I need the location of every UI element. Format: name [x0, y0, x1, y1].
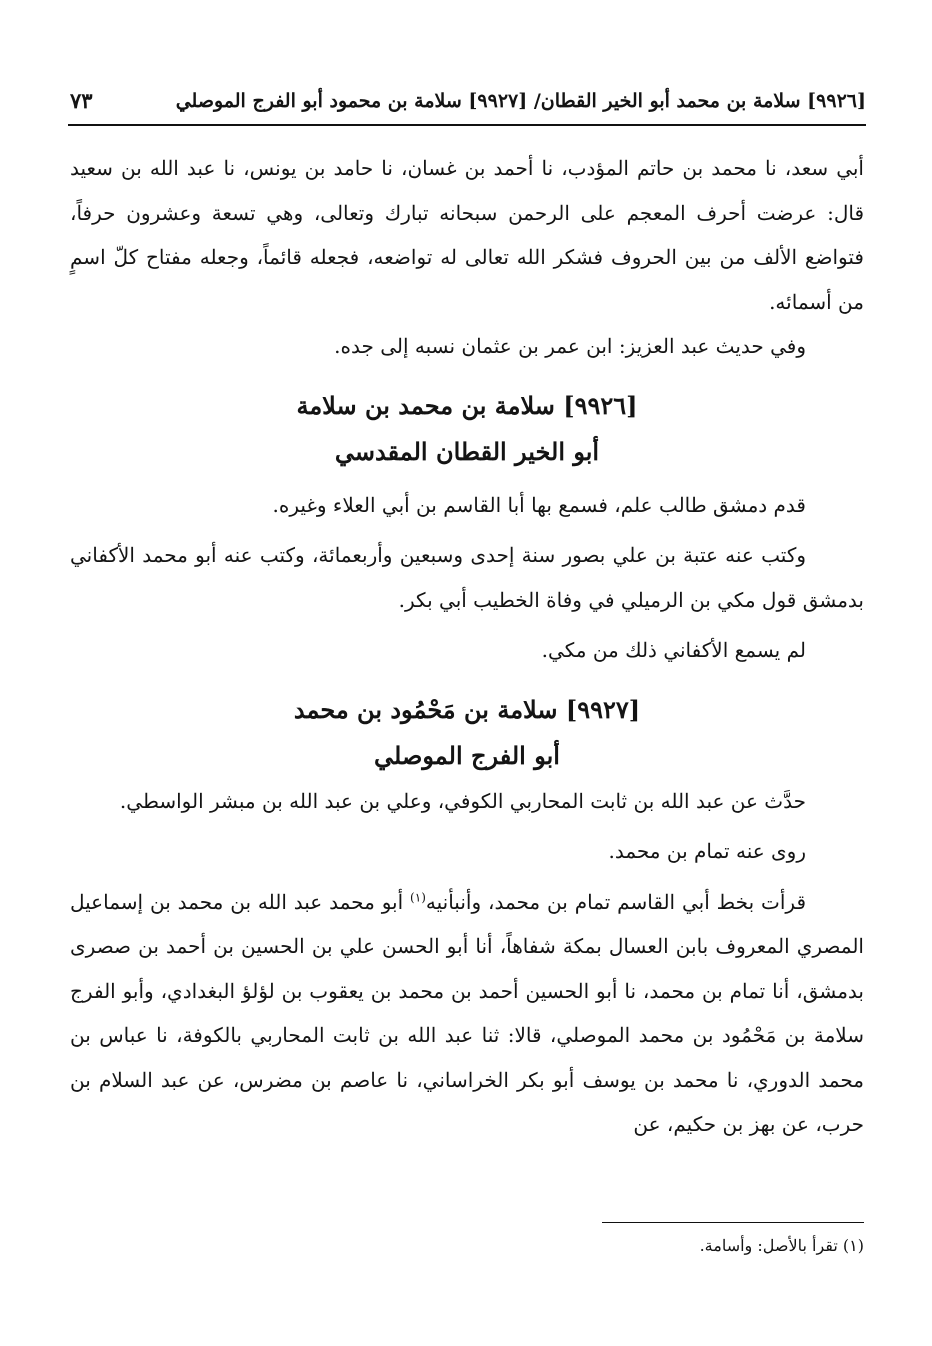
footnote-reference: (١)	[410, 889, 426, 904]
body-paragraph	[70, 880, 864, 1147]
page-number: ٧٣	[70, 88, 93, 113]
entry-heading	[70, 687, 864, 779]
page-body	[70, 146, 864, 1147]
entry-title-line: أبو الفرج الموصلي	[374, 740, 560, 770]
entry-title-line: أبو الخير القطان المقدسي	[334, 436, 600, 466]
footnote-rule	[602, 1222, 864, 1223]
body-paragraph: وفي حديث عبد العزيز: ابن عمر بن عثمان نسبه إلى جده.	[334, 334, 806, 358]
footnote: (١) تقرأ بالأصل: وأسامة.	[699, 1236, 864, 1255]
running-title: [٩٩٢٦] سلامة بن محمد أبو الخير القطان/ [٩٩٢٧] سلامة بن محمود أبو الفرج الموصلي	[175, 90, 866, 112]
entry-heading	[70, 383, 864, 475]
page-header	[68, 84, 866, 126]
entry-title-line: [٩٩٢٦] سلامة بن محمد بن سلامة	[296, 390, 638, 420]
paragraph-text: قرأت بخط أبي القاسم تمام بن محمد، وأنبأنيه	[425, 889, 807, 914]
body-paragraph: روى عنه تمام بن محمد.	[608, 839, 806, 863]
body-paragraph: وكتب عنه عتبة بن علي بصور سنة إحدى وسبعين وأربعمائة، وكتب عنه أبو محمد الأكفاني بدمشق قول مكي بن الرميلي في وفاة الخطيب أبي بكر.	[70, 543, 864, 612]
body-paragraph: قدم دمشق طالب علم، فسمع بها أبا القاسم بن أبي العلاء وغيره.	[272, 492, 806, 517]
paragraph-text: أبو محمد عبد الله بن محمد بن إسماعيل المصري المعروف بابن العسال بمكة شفاهاً، أنا أبو الحسن علي بن الحسين بن أحمد بن صصرى بدمشق، أنا تمام بن محمد، نا أبو الحسين أحمد بن محمد بن يعقوب بن لؤلؤ البغدادي، وأبو الفرج سلامة بن مَحْمُود بن محمد الموصلي، قالا: ثنا عبد الله بن ثابت المحاربي بالكوفة، نا عباس بن محمد الدوري، نا محمد بن يوسف أبو بكر الخراساني، نا عاصم بن مضرس، عن عبد السلام بن حرب، عن بهز بن حكيم، عن	[70, 889, 864, 1136]
entry-title-line: [٩٩٢٧] سلامة بن مَحْمُود بن محمد	[293, 694, 641, 724]
body-paragraph: أبي سعد، نا محمد بن حاتم المؤدب، نا أحمد بن غسان، نا حامد بن يونس، نا عبد الله بن سعيد قال: عرضت أحرف المعجم على الرحمن سبحانه تبارك وتعالى، وهي تسعة وعشرون حرفاً، فتواضع الألف من بين الحروف فشكر الله تعالى له تواضعه، فجعله قائماً، وجعله مفتاح كلّ اسمٍ من أسمائه.	[70, 156, 864, 314]
body-paragraph: حدَّث عن عبد الله بن ثابت المحاربي الكوفي، وعلي بن عبد الله بن مبشر الواسطي.	[119, 788, 806, 813]
body-paragraph: لم يسمع الأكفاني ذلك من مكي.	[541, 638, 806, 662]
